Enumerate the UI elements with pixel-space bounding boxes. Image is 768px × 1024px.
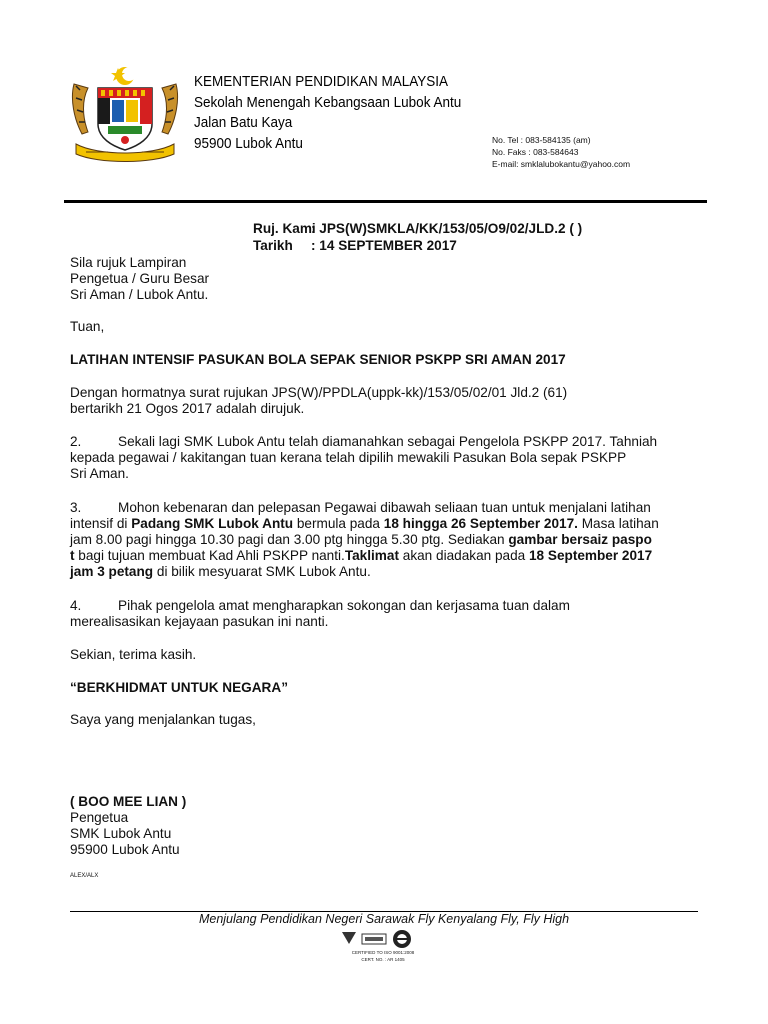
paragraph-number: 3. xyxy=(70,500,82,515)
paragraph-4 xyxy=(70,598,700,630)
signature-block xyxy=(70,794,700,858)
text-run: bermula pada xyxy=(293,516,384,531)
paragraph-3 xyxy=(70,500,700,580)
paragraph-line: bertarikh 21 Ogos 2017 adalah dirujuk. xyxy=(70,401,305,416)
school-name: Sekolah Menengah Kebangsaan Lubok Antu xyxy=(194,93,462,111)
paragraph-2 xyxy=(70,434,700,482)
duty-line: Saya yang menjalankan tugas, xyxy=(70,712,256,727)
briefing-time-text: jam 3 petang xyxy=(70,564,154,579)
recipient-line: Pengetua / Guru Besar xyxy=(70,271,210,286)
venue-text: Padang SMK Lubok Antu xyxy=(131,516,294,531)
passport-photo-text: t xyxy=(70,548,75,563)
iso-certification-logos-icon xyxy=(338,928,428,964)
passport-photo-text: gambar bersaiz paspo xyxy=(508,532,652,547)
tarikh-label: Tarikh xyxy=(253,238,293,253)
date-range-text: 18 hingga 26 September 2017. xyxy=(383,516,578,531)
signatory-address: 95900 Lubok Antu xyxy=(70,842,180,857)
ministry-name: KEMENTERIAN PENDIDIKAN MALAYSIA xyxy=(194,73,449,90)
paragraph-line: Sekali lagi SMK Lubok Antu telah diamanahkan sebagai Pengelola PSKPP 2017. Tahniah xyxy=(118,434,658,449)
letterhead-block xyxy=(194,72,491,154)
briefing-text: Taklimat xyxy=(344,548,399,563)
closing-line: Sekian, terima kasih. xyxy=(70,647,197,662)
paragraph-line: kepada pegawai / kakitangan tuan kerana telah dipilih mewakili Pasukan Bola sepak PSKPP xyxy=(70,450,627,465)
certified-text: CERTIFIED TO ISO 9001:2008 xyxy=(351,950,415,955)
ruj-label: Ruj. Kami xyxy=(253,221,316,236)
letterhead-divider xyxy=(64,200,707,203)
text-run: di bilik mesyuarat SMK Lubok Antu. xyxy=(153,564,371,579)
recipient-line: Sila rujuk Lampiran xyxy=(70,255,187,270)
paragraph-line: Pihak pengelola amat mengharapkan sokongan dan kerjasama tuan dalam xyxy=(118,598,570,613)
paragraph-number: 2. xyxy=(70,434,82,449)
ruj-value: : JPS(W)SMKLA/KK/153/05/O9/02/JLD.2 ( ) xyxy=(311,221,583,236)
paragraph-line: Mohon kebenaran dan pelepasan Pegawai dibawah seliaan tuan untuk menjalani latihan xyxy=(118,500,651,515)
paragraph-line: Sri Aman. xyxy=(70,466,129,481)
paragraph-line: Dengan hormatnya surat rujukan JPS(W)/PPDLA(uppk-kk)/153/05/02/01 Jld.2 (61) xyxy=(70,385,568,400)
subject-heading: LATIHAN INTENSIF PASUKAN BOLA SEPAK SENIOR PSKPP SRI AMAN 2017 xyxy=(70,352,566,367)
recipient-line: Sri Aman / Lubok Antu. xyxy=(70,287,209,302)
signatory-name: ( BOO MEE LIAN ) xyxy=(70,794,187,809)
contact-block xyxy=(492,134,630,170)
fax-number: No. Faks : 083-584643 xyxy=(492,147,579,157)
text-run: Masa latihan xyxy=(577,516,659,531)
intro-paragraph xyxy=(70,385,700,417)
recipient-address xyxy=(70,255,700,303)
motto-text: “BERKHIDMAT UNTUK NEGARA” xyxy=(70,680,288,695)
tarikh-value: : 14 SEPTEMBER 2017 xyxy=(311,238,457,253)
typist-initials: ALEX/ALX xyxy=(70,873,99,879)
cert-number-text: CERT. NO. : AR 1405 xyxy=(361,957,405,962)
text-run: jam 8.00 pagi hingga 10.30 pagi dan 3.00 ptg hingga 5.30 ptg. Sediakan xyxy=(70,532,509,547)
tel-number: No. Tel : 083-584135 (am) xyxy=(492,135,591,145)
text-run: intensif di xyxy=(70,516,132,531)
text-run: bagi tujuan membuat Kad Ahli PSKPP nanti. xyxy=(74,548,345,563)
reference-block xyxy=(253,220,582,254)
malaysia-coat-of-arms-icon xyxy=(68,64,182,164)
paragraph-number: 4. xyxy=(70,598,82,613)
briefing-date-text: 18 September 2017 xyxy=(529,548,653,563)
school-postcode: 95900 Lubok Antu xyxy=(194,134,303,152)
paragraph-line: merealisasikan kejayaan pasukan ini nanti. xyxy=(70,614,329,629)
footer-tagline: Menjulang Pendidikan Negeri Sarawak Fly Kenyalang Fly, Fly High xyxy=(198,912,570,926)
text-run: akan diadakan pada xyxy=(398,548,529,563)
signatory-school: SMK Lubok Antu xyxy=(70,826,172,841)
school-street: Jalan Batu Kaya xyxy=(194,114,293,131)
salutation: Tuan, xyxy=(70,319,105,334)
signatory-title: Pengetua xyxy=(70,810,129,825)
email-address: E-mail: smklalubokantu@yahoo.com xyxy=(492,159,631,169)
